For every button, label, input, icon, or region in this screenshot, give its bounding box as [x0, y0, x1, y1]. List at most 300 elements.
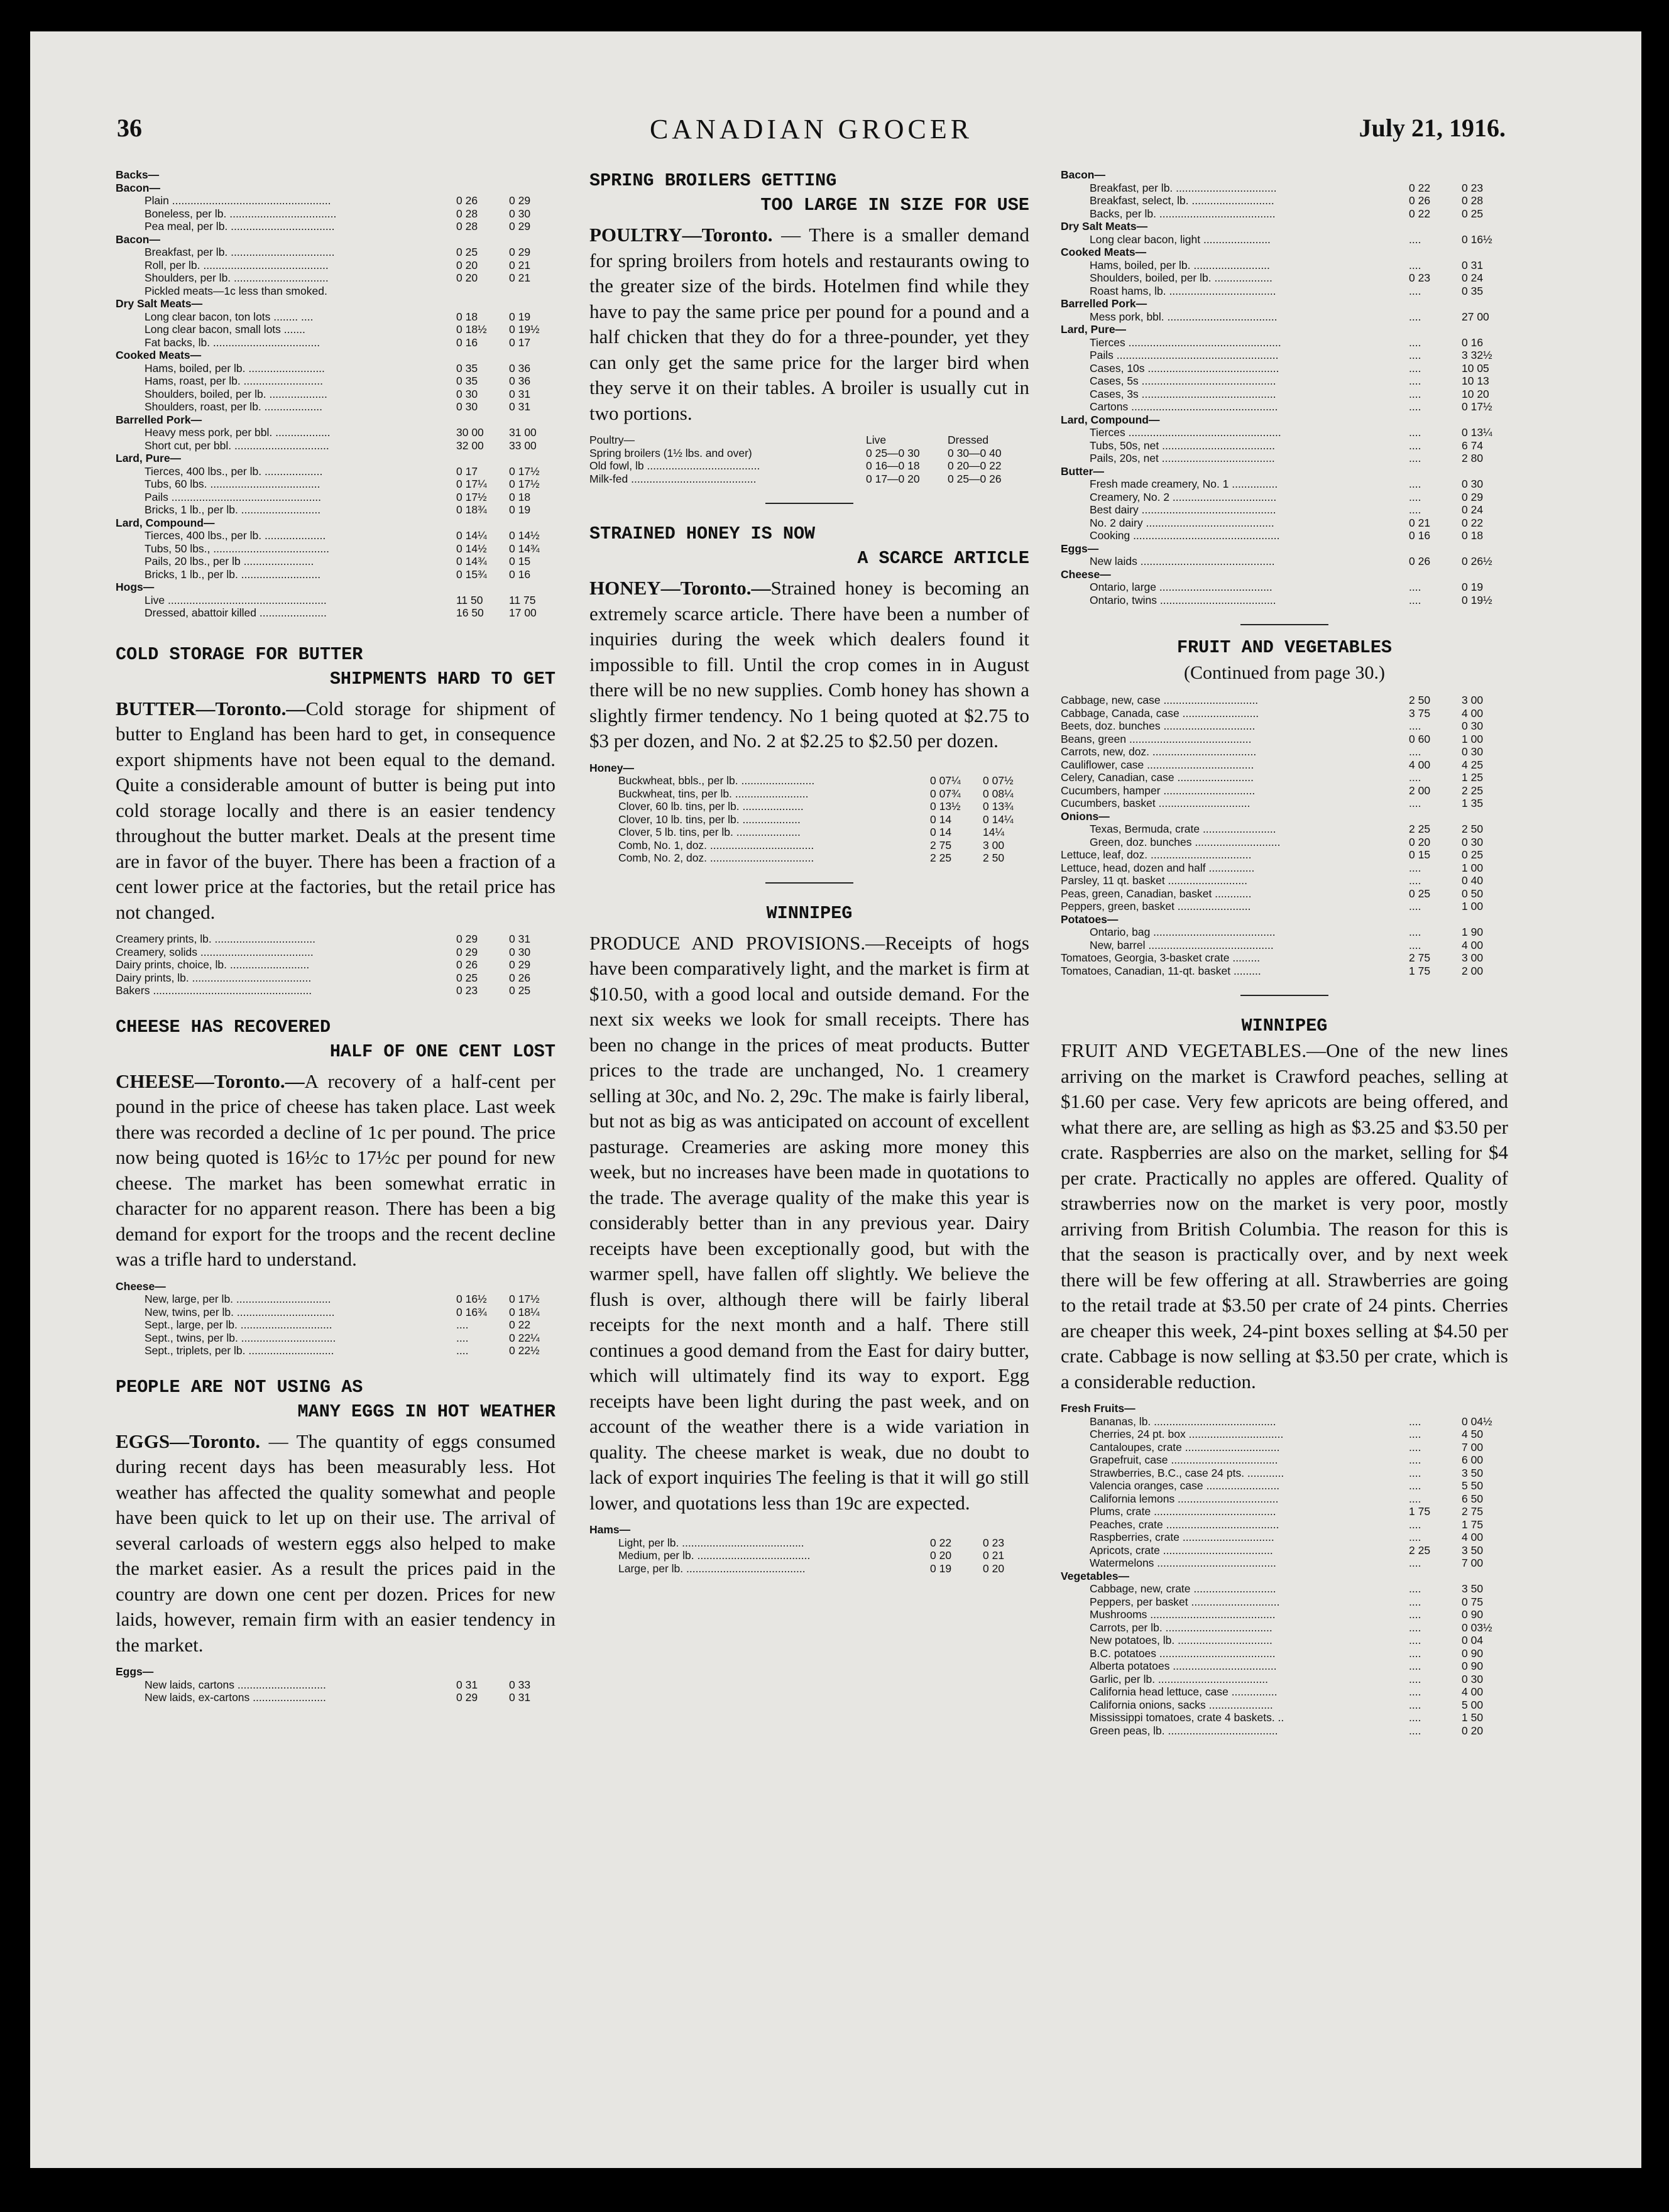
price-low — [1409, 1402, 1462, 1415]
price-high: 3 32½ — [1462, 349, 1492, 361]
item-name: Peppers, per basket ............................. — [1090, 1595, 1280, 1608]
price-high: 10 20 — [1462, 387, 1489, 400]
column-right — [1061, 168, 1508, 2060]
item-name: Boneless, per lb. ................................... — [145, 207, 337, 220]
item-name: B.C. potatoes ...................................... — [1090, 1646, 1276, 1660]
price-table — [1061, 1402, 1508, 1737]
table-row — [1061, 491, 1508, 504]
table-row — [116, 413, 555, 427]
price-low: 0 14 — [930, 813, 952, 826]
price-high: 3 50 — [1462, 1543, 1484, 1557]
price-low: 0 31 — [456, 1678, 478, 1691]
item-name: Pails, 20s, net ..................................... — [1090, 452, 1275, 464]
item-name: Tomatoes, Georgia, 3-basket crate ......... — [1061, 951, 1261, 964]
table-row — [589, 1523, 1029, 1536]
item-name: Strawberries, B.C., case 24 pts. ............ — [1090, 1466, 1284, 1479]
price-high: 0 31 — [509, 387, 531, 400]
price-low: .... — [1409, 1608, 1421, 1621]
price-high: 0 31 — [509, 933, 531, 945]
price-high: 4 00 — [1462, 1531, 1484, 1543]
item-name: Long clear bacon, small lots ....... — [145, 323, 305, 336]
table-row — [1061, 1608, 1508, 1621]
price-high: 0 30 — [509, 945, 531, 958]
price-low: .... — [1409, 926, 1421, 938]
price-low: .... — [1409, 439, 1421, 452]
price-high: 5 50 — [1462, 1479, 1484, 1492]
price-high: 0 19 — [509, 503, 531, 516]
table-row — [116, 1344, 555, 1357]
price-high: 27 00 — [1462, 310, 1489, 323]
price-low: 2 25 — [930, 851, 952, 864]
item-name: New laids ............................................ — [1090, 555, 1275, 567]
item-name: Sept., triplets, per lb. ............................ — [145, 1344, 334, 1357]
table-row — [116, 491, 555, 504]
price-high: 31 00 — [509, 426, 537, 439]
article-slug: POULTRY—Toronto. — [589, 224, 773, 246]
price-low: .... — [1409, 1685, 1421, 1698]
item-name: Bacon— — [116, 181, 160, 194]
table-row — [1061, 1505, 1508, 1518]
item-name: Cabbage, new, crate ........................... — [1090, 1582, 1276, 1595]
item-name: Buckwheat, bbls., per lb. ........................ — [618, 774, 815, 787]
price-high: 0 30 — [1462, 1672, 1484, 1685]
article-headline: STRAINED HONEY IS NOW — [589, 523, 816, 544]
price-high: 0 29 — [509, 958, 531, 971]
price-low: 0 13½ — [930, 800, 961, 813]
price-low: .... — [456, 1318, 469, 1331]
item-name: Cucumbers, basket .............................. — [1061, 797, 1250, 809]
article-text: Receipts of hogs have been comparatively light, and the market is firm at $10.50, with a good local and outside demand. For the next six weeks we look for small receipts. There has been no change in the prices of meat products. Butter prices to the trade are unchanged, No. 1 creamery selling at 30c, and No. 2, 29c. The make is fairly liberal, but not as big as was anticipated on account of excellent pasturage. Creameries are asking more money this week, but no increases have been made in quotations to the trade. The average quality of the make this year is considerably better than in any previous year. Dairy receipts have been exceptionally good, but with the warmer spell, have fallen off slightly. We believe the flush is over, although there will be fairly liberal receipts for the next month and a half. There still continues a good demand from the East for dairy butter, which will ultimately find its way to export. Egg receipts have been light during the past week, and on account of the weather there is a wide variation in quality. The cheese market is weak, due no doubt to lack of export inquiries The feeling is that it will go still lower, and quotations less than 19c are expected. — [589, 931, 1029, 1514]
item-name: Cartons ................................................ — [1090, 400, 1278, 413]
price-low: .... — [1409, 1660, 1421, 1672]
table-row — [1061, 784, 1508, 797]
price-low — [1409, 465, 1462, 478]
item-name: Clover, 60 lb. tins, per lb. .................... — [618, 800, 804, 813]
item-name: Cooked Meats— — [116, 349, 202, 361]
table-row — [1061, 1441, 1508, 1454]
price-high: 0 30 — [1462, 745, 1484, 758]
price-high: 0 21 — [983, 1549, 1005, 1562]
price-low: 0 29 — [456, 945, 478, 958]
table-row — [116, 594, 555, 607]
table-row — [116, 946, 555, 959]
price-high: 0 36 — [509, 361, 531, 375]
price-high: 0 20—0 22 — [948, 459, 1002, 472]
item-name: Comb, No. 1, doz. .................................. — [618, 838, 814, 851]
table-row — [1061, 1634, 1508, 1647]
table-row — [116, 336, 555, 349]
item-name: Cooked Meats— — [1061, 246, 1147, 258]
price-table — [116, 1280, 555, 1357]
price-high: 6 74 — [1462, 439, 1484, 452]
price-high: 0 25—0 26 — [948, 472, 1002, 485]
item-name: Barrelled Pork— — [116, 413, 202, 426]
price-high: 2 50 — [1462, 823, 1484, 835]
item-name: Tomatoes, Canadian, 11-qt. basket ......... — [1061, 964, 1261, 977]
item-name: Heavy mess pork, per bbl. .................. — [145, 426, 331, 439]
table-row — [116, 400, 555, 413]
table-row — [589, 787, 1029, 801]
price-low: .... — [1409, 1440, 1421, 1454]
item-name: Shoulders, per lb. ............................... — [145, 271, 329, 284]
section-heading: WINNIPEG — [766, 902, 853, 924]
table-row — [116, 349, 555, 362]
price-high: 0 25 — [1462, 207, 1484, 220]
item-name: New, large, per lb. ............................... — [145, 1293, 331, 1305]
price-low: .... — [1409, 1672, 1421, 1685]
price-high: 0 31 — [509, 400, 531, 413]
price-high: 0 04½ — [1462, 1415, 1492, 1428]
table-row — [1061, 1557, 1508, 1570]
item-name: Eggs— — [1061, 542, 1099, 555]
price-low — [1409, 220, 1462, 233]
price-high: 0 19 — [1462, 581, 1484, 593]
table-row — [1061, 1531, 1508, 1544]
article-body — [1061, 1038, 1508, 1394]
table-row — [116, 606, 555, 620]
table-row — [116, 1318, 555, 1332]
price-high: Dressed — [948, 434, 989, 446]
price-high: 0 25 — [509, 984, 531, 997]
price-low — [456, 517, 509, 530]
item-name: Hams— — [589, 1523, 631, 1536]
item-name: Creamery prints, lb. ................................. — [116, 933, 315, 945]
table-row — [1061, 1596, 1508, 1609]
price-low: .... — [1409, 452, 1421, 464]
price-high: 3 50 — [1462, 1466, 1484, 1479]
table-row — [589, 1549, 1029, 1562]
table-row — [1061, 233, 1508, 246]
price-high — [1462, 542, 1508, 556]
price-high: 0 22¼ — [509, 1331, 540, 1344]
price-low: 1 75 — [1409, 964, 1431, 977]
table-row — [1061, 542, 1508, 556]
item-name: Backs, per lb. ...................................... — [1090, 207, 1276, 220]
price-table — [116, 933, 555, 997]
article-slug: EGGS—Toronto. — [116, 1430, 260, 1452]
item-name: Large, per lb. ....................................... — [618, 1562, 806, 1575]
price-low: .... — [456, 1344, 469, 1357]
item-name: Texas, Bermuda, crate ........................ — [1090, 823, 1276, 835]
item-name: New potatoes, lb. ............................... — [1090, 1634, 1272, 1646]
price-low: 0 28 — [456, 207, 478, 220]
item-name: Tubs, 60 lbs. .................................... — [145, 478, 320, 490]
item-name: No. 2 dairy .......................................... — [1090, 516, 1274, 529]
item-name: Cooking ................................................ — [1090, 529, 1280, 542]
price-high: 2 75 — [1462, 1505, 1484, 1518]
price-high: 11 75 — [509, 593, 536, 606]
price-low: 0 17¼ — [456, 478, 487, 490]
price-high: 4 25 — [1462, 758, 1484, 771]
price-low: 2 25 — [1409, 1543, 1431, 1557]
table-row — [1061, 836, 1508, 849]
price-low — [1409, 913, 1462, 926]
price-low: 0 14½ — [456, 542, 487, 555]
price-high: 1 90 — [1462, 926, 1484, 938]
table-row — [1061, 271, 1508, 285]
column-middle — [589, 168, 1029, 2060]
price-low — [456, 182, 509, 195]
table-row — [1061, 1582, 1508, 1596]
table-row — [1061, 1479, 1508, 1492]
table-row — [589, 447, 1029, 460]
table-row — [589, 851, 1029, 865]
price-high — [1462, 246, 1508, 259]
price-low — [456, 1665, 509, 1678]
price-high: 2 25 — [1462, 784, 1484, 797]
table-row — [116, 517, 555, 530]
price-low: 1 75 — [1409, 1505, 1431, 1518]
price-high: 0 75 — [1462, 1595, 1484, 1608]
price-high: 4 00 — [1462, 1685, 1484, 1698]
item-name: Clover, 5 lb. tins, per lb. ..................... — [618, 826, 801, 838]
price-high: 0 90 — [1462, 1608, 1484, 1621]
table-row — [116, 581, 555, 594]
table-row — [1061, 797, 1508, 810]
table-row — [1061, 594, 1508, 607]
item-name: Bacon— — [116, 233, 160, 246]
item-name: Sept., large, per lb. .............................. — [145, 1318, 332, 1331]
item-name: Bacon— — [1061, 168, 1105, 181]
table-row — [116, 323, 555, 336]
item-name: California onions, sacks ..................... — [1090, 1698, 1273, 1711]
price-high: 1 00 — [1462, 900, 1484, 912]
item-name: Medium, per lb. ..................................... — [618, 1549, 811, 1562]
table-row — [116, 285, 555, 298]
item-name: Poultry— — [589, 434, 635, 446]
price-high: 0 17½ — [509, 1293, 540, 1305]
item-name: Barrelled Pork— — [1061, 297, 1147, 310]
price-low: .... — [1409, 400, 1421, 413]
table-row — [116, 529, 555, 542]
price-high: 6 50 — [1462, 1492, 1484, 1505]
item-name: Onions— — [1061, 809, 1110, 823]
price-high — [1462, 220, 1508, 233]
item-name: Long clear bacon, ton lots ........ .... — [145, 310, 314, 323]
price-low — [930, 1523, 983, 1536]
price-high: 0 30 — [509, 207, 531, 220]
item-name: California head lettuce, case ............... — [1090, 1685, 1278, 1698]
table-row — [1061, 323, 1508, 336]
table-row — [116, 271, 555, 285]
price-high: 0 21 — [509, 258, 531, 271]
item-name: Backs— — [116, 168, 160, 181]
price-high: 3 00 — [983, 838, 1005, 851]
item-name: Watermelons ....................................... — [1090, 1557, 1276, 1569]
table-row — [1061, 439, 1508, 452]
price-high: 0 20 — [983, 1562, 1005, 1575]
item-name: Peas, green, Canadian, basket ............ — [1061, 887, 1252, 900]
article-headline: HALF OF ONE CENT LOST — [329, 1041, 555, 1062]
table-row — [1061, 555, 1508, 568]
price-high: 0 14¾ — [509, 542, 540, 555]
price-low: 32 00 — [456, 439, 484, 452]
price-high: 0 14¼ — [983, 813, 1014, 826]
price-table — [589, 434, 1029, 485]
table-row — [1061, 771, 1508, 784]
price-low: 0 07¾ — [930, 787, 961, 800]
price-high: 0 18 — [509, 490, 531, 503]
item-name: Buckwheat, tins, per lb. ........................ — [618, 787, 809, 800]
price-high: 3 00 — [1462, 694, 1484, 706]
article-slug: HONEY—Toronto.— — [589, 577, 771, 599]
table-row — [1061, 168, 1508, 182]
price-high — [509, 349, 555, 362]
price-low: 0 26 — [1409, 194, 1431, 207]
price-high: 0 16½ — [1462, 233, 1492, 246]
table-row — [1061, 259, 1508, 272]
item-name: California lemons ................................. — [1090, 1492, 1279, 1505]
price-high: 0 29 — [509, 246, 531, 258]
item-name: Best dairy ............................................ — [1090, 503, 1276, 516]
item-name: Bricks, 1 lb., per lb. .......................... — [145, 503, 321, 516]
item-name: Dry Salt Meats— — [1061, 220, 1148, 233]
price-high: 14¼ — [983, 826, 1005, 838]
table-row — [589, 774, 1029, 787]
article-headline: A SCARCE ARTICLE — [857, 548, 1029, 569]
price-low — [456, 1280, 509, 1293]
table-row — [116, 233, 555, 246]
item-name: Breakfast, select, lb. ........................... — [1090, 194, 1274, 207]
price-low: .... — [1409, 503, 1421, 516]
table-row — [116, 555, 555, 568]
price-high: 0 18 — [1462, 529, 1484, 542]
price-low: .... — [1409, 771, 1421, 784]
price-high — [1462, 1570, 1508, 1583]
article-body — [116, 696, 555, 926]
item-name: Peppers, green, basket ........................ — [1061, 900, 1251, 912]
table-row — [116, 182, 555, 195]
article-slug: CHEESE—Toronto.— — [116, 1070, 305, 1092]
table-row — [1061, 887, 1508, 901]
price-low: .... — [1409, 1518, 1421, 1531]
price-low: .... — [1409, 387, 1421, 400]
price-high: 10 13 — [1462, 375, 1489, 387]
price-high: 0 13¼ — [1462, 426, 1492, 439]
table-row — [116, 1293, 555, 1306]
column-left — [116, 168, 555, 2060]
price-high: 0 19½ — [1462, 593, 1492, 606]
table-row — [116, 984, 555, 997]
price-low: .... — [1409, 1711, 1421, 1724]
item-name: Tubs, 50s, net ..................................... — [1090, 439, 1276, 452]
item-name: Plain .................................................... — [145, 194, 331, 207]
price-high: 0 17½ — [509, 478, 540, 490]
table-row — [1061, 900, 1508, 913]
price-high: 0 03½ — [1462, 1621, 1492, 1634]
price-high — [983, 762, 1029, 775]
price-low: 0 17—0 20 — [866, 472, 920, 485]
table-row — [589, 813, 1029, 826]
item-name: Creamery, No. 2 .................................. — [1090, 490, 1277, 503]
price-low: .... — [1409, 938, 1421, 951]
price-high: 2 80 — [1462, 452, 1484, 464]
price-low: 2 75 — [930, 838, 952, 851]
price-high: 0 19½ — [509, 323, 540, 336]
price-high: 0 08¼ — [983, 787, 1014, 800]
price-low: 0 14 — [930, 826, 952, 838]
item-name: Live .................................................... — [145, 593, 327, 606]
item-name: Plums, crate ........................................ — [1090, 1505, 1276, 1518]
price-low: .... — [1409, 233, 1421, 246]
item-name: Pea meal, per lb. .................................. — [145, 220, 335, 233]
table-row — [1061, 182, 1508, 195]
price-low: .... — [1409, 1428, 1421, 1440]
price-low: .... — [1409, 1595, 1421, 1608]
price-high: 0 22 — [1462, 516, 1484, 529]
price-low: 30 00 — [456, 426, 484, 439]
article-slug: BUTTER—Toronto.— — [116, 697, 306, 720]
price-high: 0 18¼ — [509, 1305, 540, 1318]
price-high: 1 50 — [1462, 1711, 1484, 1724]
table-row — [1061, 517, 1508, 530]
table-row — [116, 503, 555, 517]
price-high: 1 75 — [1462, 1518, 1484, 1531]
price-low: 0 14¾ — [456, 555, 487, 567]
item-name: Fresh made creamery, No. 1 ............... — [1090, 478, 1278, 490]
table-row — [116, 478, 555, 491]
item-name: Raspberries, crate .............................. — [1090, 1531, 1274, 1543]
section-heading: WINNIPEG — [1241, 1016, 1328, 1036]
table-row — [1061, 388, 1508, 401]
table-row — [1061, 426, 1508, 439]
table-row — [1061, 581, 1508, 594]
item-name: Garlic, per lb. .................................... — [1090, 1672, 1268, 1685]
price-high: 0 29 — [509, 194, 531, 207]
price-high: 7 00 — [1462, 1440, 1484, 1454]
price-low: .... — [1409, 336, 1421, 349]
price-high: 1 00 — [1462, 861, 1484, 874]
item-name: New laids, cartons ............................. — [145, 1678, 326, 1691]
price-low: .... — [1409, 1479, 1421, 1492]
item-name: Cherries, 24 pt. box ............................... — [1090, 1428, 1284, 1440]
price-high: 5 00 — [1462, 1698, 1484, 1711]
price-low: .... — [1409, 1621, 1421, 1634]
table-row — [1061, 1428, 1508, 1441]
price-high: 0 50 — [1462, 887, 1484, 900]
price-high: 0 26 — [509, 971, 531, 984]
price-high: 0 13¾ — [983, 800, 1014, 813]
article-body — [589, 931, 1029, 1516]
price-low: 0 30 — [456, 387, 478, 400]
item-name: Lettuce, head, dozen and half ............... — [1061, 861, 1255, 874]
article-body — [589, 576, 1029, 754]
item-name: Dairy prints, lb. ....................................... — [116, 971, 312, 984]
table-row — [1061, 1673, 1508, 1686]
item-name: Peaches, crate ..................................... — [1090, 1518, 1279, 1531]
issue-date: July 21, 1916. — [1359, 114, 1506, 142]
price-high — [1462, 465, 1508, 478]
table-row — [1061, 220, 1508, 233]
price-low: .... — [1409, 1698, 1421, 1711]
price-table — [589, 1523, 1029, 1575]
item-name: Cheese— — [116, 1279, 166, 1293]
price-low: 0 21 — [1409, 516, 1431, 529]
price-low: .... — [1409, 1724, 1421, 1737]
article-text: — The quantity of eggs consumed during recent days has been measurably less. Hot weather has affected the quality somewhat and people have been quick to let up on their use. The arrival of several carloads of western eggs also helped to make the market easier. As a result the prices paid in the country are down one cent per dozen. Prices for new laids, however, remain firm with an easier tendency in the market. — [116, 1430, 555, 1656]
article-headline: CHEESE HAS RECOVERED — [116, 1016, 331, 1038]
item-name: Green, doz. bunches ............................ — [1090, 835, 1281, 848]
article-body — [116, 1069, 555, 1273]
price-low: 0 15¾ — [456, 567, 487, 581]
item-name: Cases, 5s ............................................ — [1090, 375, 1276, 387]
table-row — [1061, 529, 1508, 542]
price-high: 4 00 — [1462, 938, 1484, 951]
price-low: 0 26 — [456, 958, 478, 971]
item-name: New, twins, per lb. ................................ — [145, 1305, 335, 1318]
price-low: 0 16—0 18 — [866, 459, 920, 472]
price-low — [456, 285, 509, 298]
